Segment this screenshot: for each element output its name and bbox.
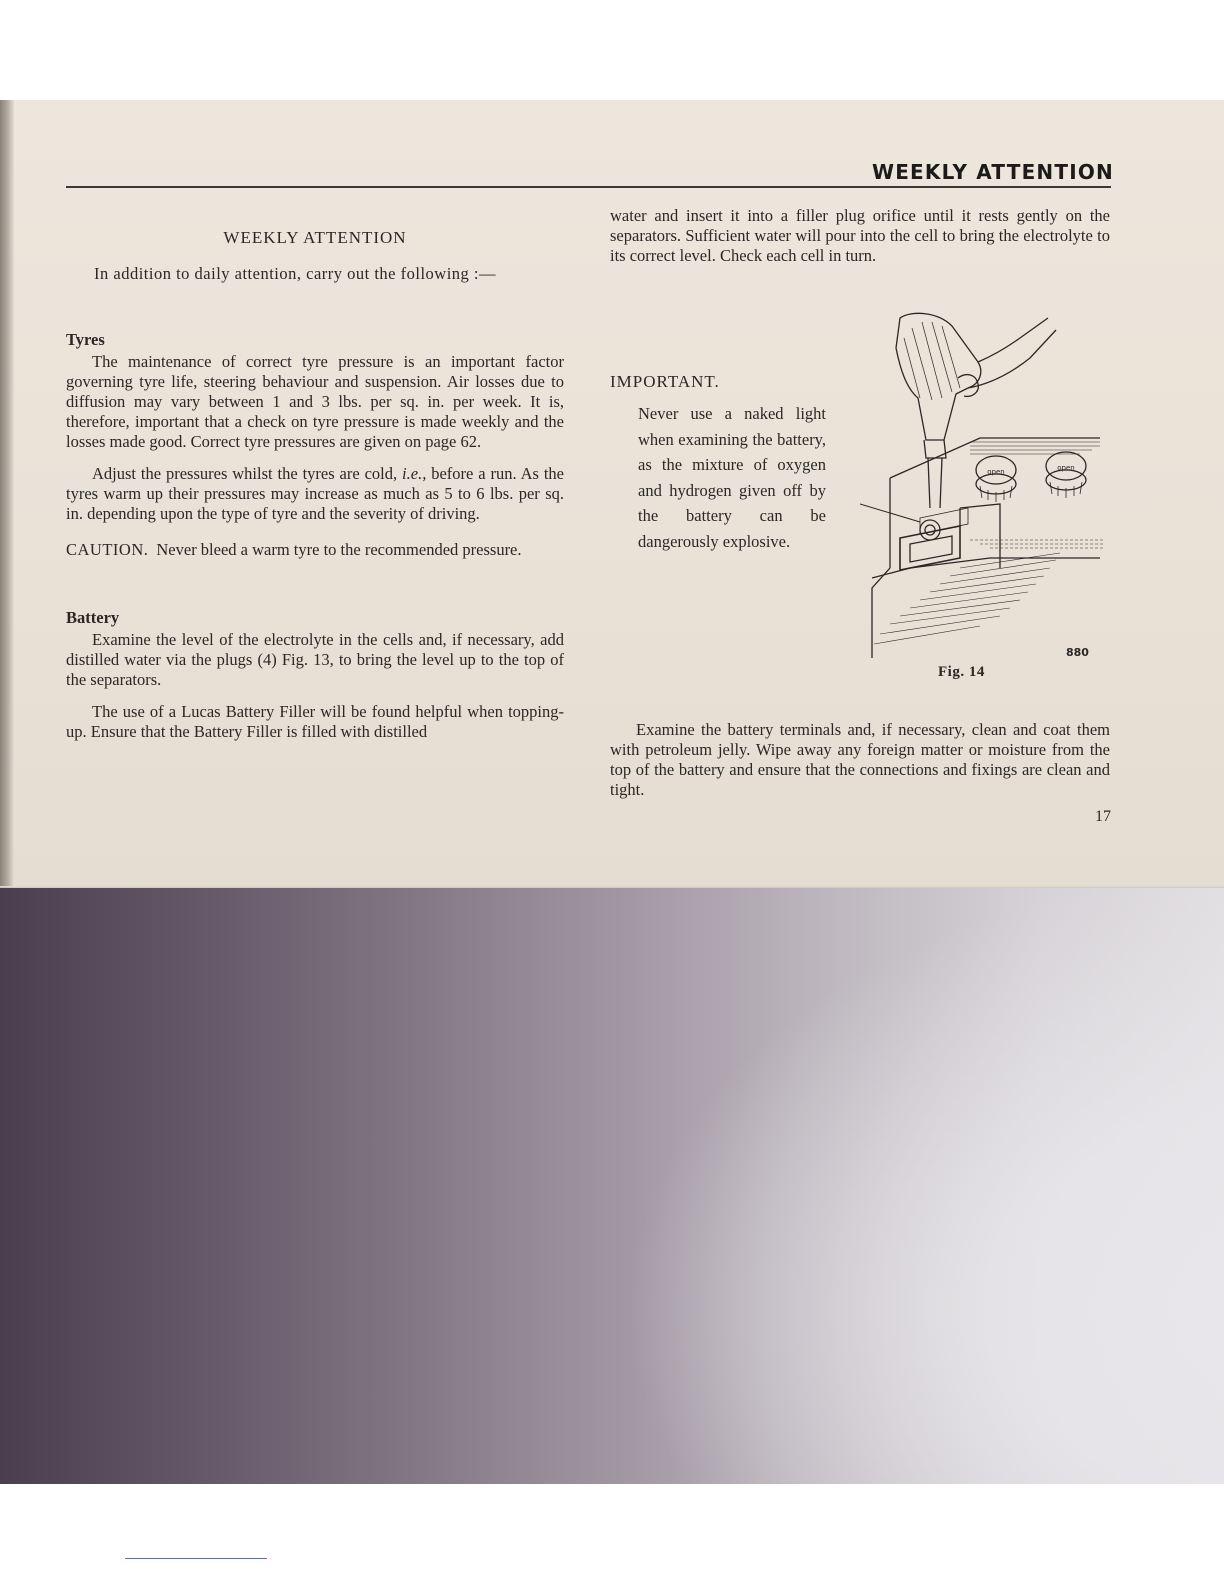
vent-cap-label-1: open	[987, 468, 1005, 476]
vent-cap-label-2: open	[1057, 464, 1075, 472]
link-underline	[125, 1558, 267, 1559]
scanner-shadow-area	[0, 888, 1224, 1484]
tyres-paragraph-2: Adjust the pressures whilst the tyres are cold, i.e., before a run. As the tyres warm up their pressures may increase as much as 5 to 6 lbs. per sq. in. depending upon the type of tyre and the severity of driving.	[66, 464, 565, 523]
battery-paragraph-2: The use of a Lucas Battery Filler will be found helpful when topping-up. Ensure that the Battery Filler is filled with distilled	[66, 702, 564, 741]
book-spine-shadow	[0, 100, 14, 892]
section-title: WEEKLY ATTENTION	[223, 228, 407, 247]
caution-note	[66, 540, 564, 560]
tyres-heading: Tyres	[66, 330, 105, 349]
paper-sheet	[0, 100, 1224, 892]
continuation-paragraph: water and insert it into a filler plug orifice until it rests gently on the separators. Sufficient water will pour into the cell to bring the electrolyte to its correct level. Check each cell in turn.	[610, 206, 1110, 265]
page-number: 17	[1095, 808, 1111, 825]
right-column-bottom	[610, 720, 1110, 800]
tyres-paragraph-1: The maintenance of correct tyre pressure is an important factor governing tyre life, steering behaviour and suspension. Air losses due to diffusion may vary between 1 and 3 lbs. per sq. in. per week. It is, therefore, important that a check on tyre pressure is made weekly and the losses made good. Correct tyre pressures are given on page 62.	[66, 352, 564, 451]
intro-text: In addition to daily attention, carry out the following :—	[94, 264, 497, 283]
header-rule	[66, 186, 1111, 188]
caution-label: CAUTION.	[66, 540, 149, 559]
battery-heading: Battery	[66, 608, 120, 627]
figure-caption: Fig. 14	[938, 664, 985, 680]
right-column-top	[610, 206, 1110, 266]
running-head: WEEKLY ATTENTION	[871, 160, 1114, 184]
figure-number: 880	[1066, 646, 1089, 659]
scanned-page	[0, 100, 1224, 1484]
battery-filler-illustration	[860, 308, 1110, 668]
caution-text: Never bleed a warm tyre to the recommended pressure.	[156, 540, 522, 559]
important-heading: IMPORTANT.	[610, 372, 720, 391]
left-column	[66, 228, 564, 742]
battery-paragraph-1: Examine the level of the electrolyte in the cells and, if necessary, add distilled water via the plugs (4) Fig. 13, to bring the level up to the top of the separators.	[66, 630, 564, 689]
important-text: Never use a naked light when examining the battery, as the mixture of oxygen and hydrogen given off by the battery can be dangerously explosive.	[638, 404, 826, 551]
terminals-paragraph: Examine the battery terminals and, if necessary, clean and coat them with petroleum jelly. Wipe away any foreign matter or moisture from the top of the battery and ensure that the connections and fixings are clean and tight.	[610, 720, 1110, 799]
